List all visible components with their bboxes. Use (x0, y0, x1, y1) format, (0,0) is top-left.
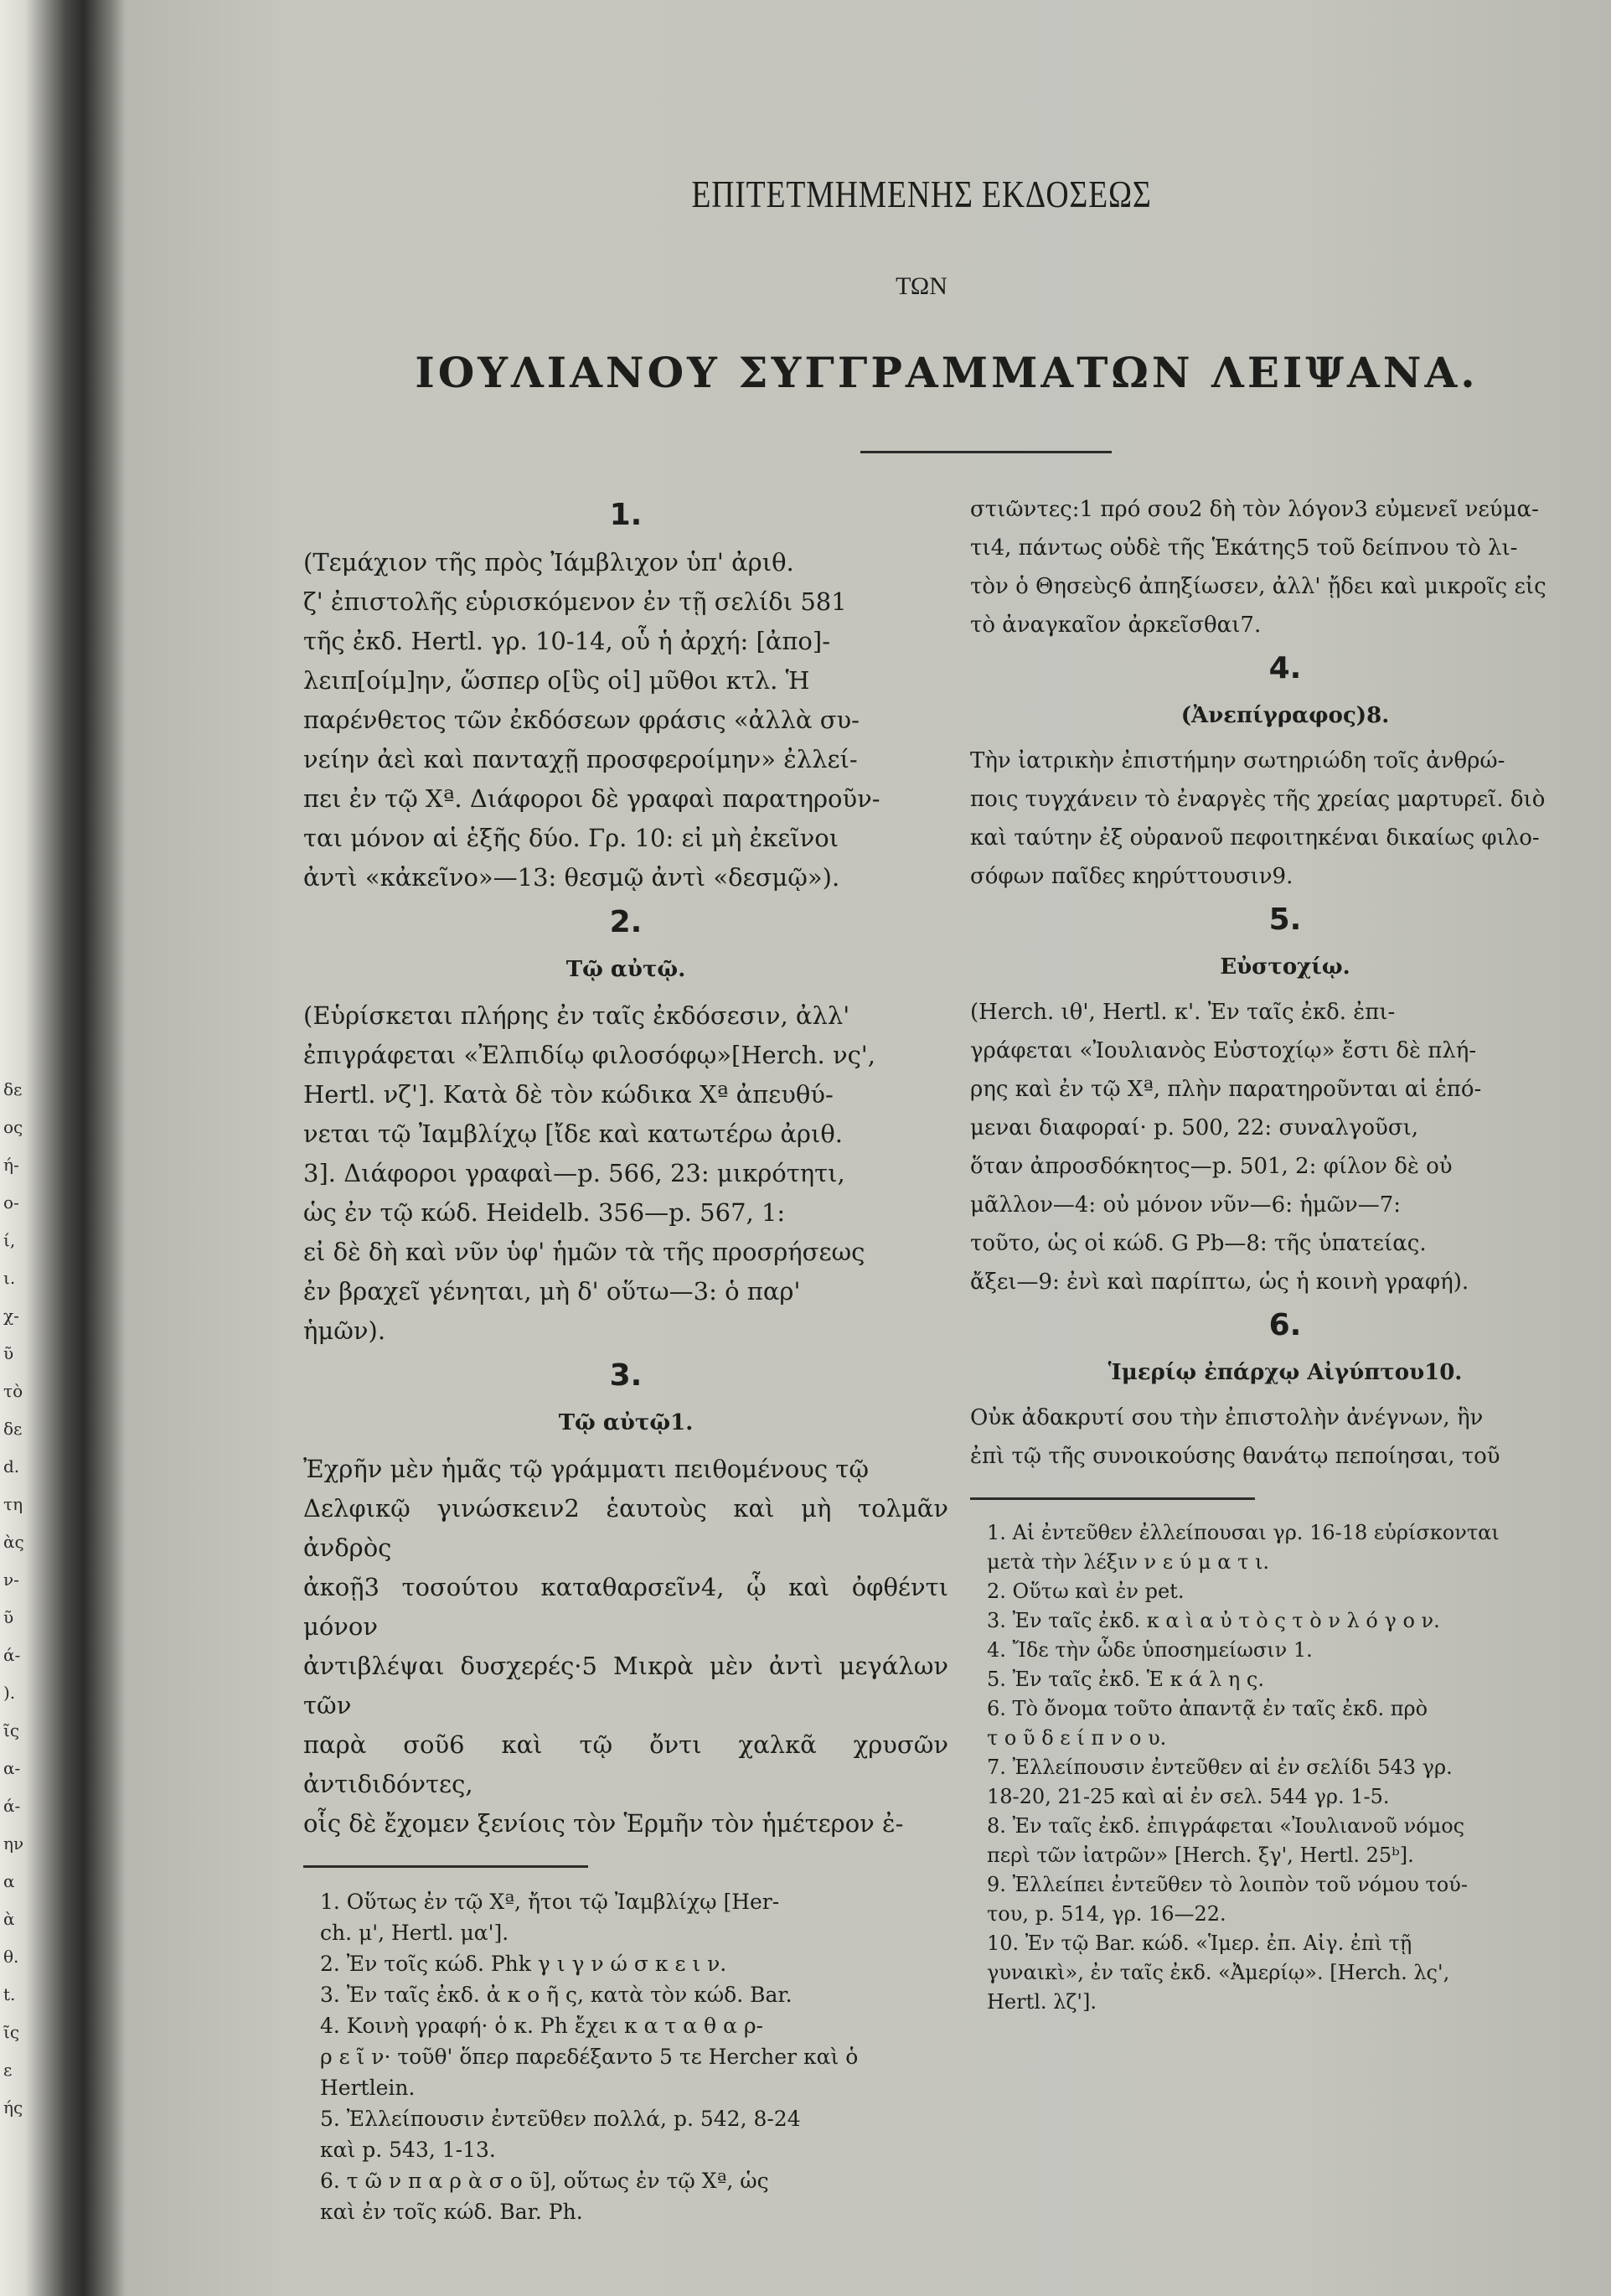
spine-fragment: ή- (3, 1155, 19, 1175)
section-3-text (303, 1450, 948, 1844)
title-line-3: ΙΟΥΛΙΑΝΟΥ ΣΥΓΓΡΑΜΜΑΤΩΝ ΛΕΙΨΑΝΑ. (415, 348, 1479, 397)
spine-fragment: ν- (3, 1569, 19, 1590)
text-line: οἷς δὲ ἔχομεν ξενίοις τὸν Ἑρμῆν τὸν ἡμέτερον ἐ- (303, 1809, 904, 1838)
text-line: τὸ ἀναγκαῖον ἀρκεῖσθαι7. (970, 613, 1262, 638)
book-spine (0, 0, 126, 2296)
spine-fragment: α- (3, 1758, 21, 1778)
text-line: γράφεται «Ἰουλιανὸς Εὐστοχίῳ» ἔστι δὲ πλή- (970, 1038, 1477, 1063)
text-line: ὡς ἐν τῷ κώδ. Heidelb. 356—p. 567, 1: (303, 1198, 786, 1227)
footnote-line: 1. Αἱ ἐντεῦθεν ἐλλείπουσαι γρ. 16-18 εὑρίσκονται (987, 1521, 1500, 1544)
footnote-line: 18-20, 21-25 καὶ αἱ ἐν σελ. 544 γρ. 1-5. (987, 1785, 1390, 1808)
footnote-separator-right (970, 1497, 1255, 1500)
footnote-line: 1. Οὕτως ἐν τῷ Xª, ἤτοι τῷ Ἰαμβλίχῳ [Her- (320, 1890, 780, 1914)
text-line: στιῶντες:1 πρό σου2 δὴ τὸν λόγον3 εὐμενεῖ νεύμα- (970, 497, 1539, 522)
section-6-heading: Ἱμερίῳ ἐπάρχῳ Αἰγύπτου10. (1108, 1360, 1463, 1385)
text-line: τοῦτο, ὡς οἱ κώδ. G Pb—8: τῆς ὑπατείας. (970, 1231, 1427, 1256)
spine-fragment: τη (3, 1494, 23, 1514)
section-2-text (303, 996, 948, 1351)
text-line: μᾶλλον—4: οὐ μόνον νῦν—6: ἡμῶν—7: (970, 1192, 1402, 1218)
text-line: Τὴν ἰατρικὴν ἐπιστήμην σωτηριώδη τοῖς ἀνθρώ- (970, 748, 1505, 773)
footnote-line: ρ ε ῖ ν· τοῦθ' ὅπερ παρεδέξαντο 5 τε Hercher καὶ ὁ (320, 2045, 859, 2069)
spine-fragment: ε (3, 2060, 13, 2080)
section-4-text (970, 742, 1600, 896)
text-line: Ἐχρῆν μὲν ἡμᾶς τῷ γράμματι πειθομένους τῷ (303, 1455, 870, 1483)
footnote-line: 2. Οὕτω καὶ ἐν pet. (987, 1580, 1185, 1603)
footnote-line: 9. Ἐλλείπει ἐντεῦθεν τὸ λοιπὸν τοῦ νόμου τού- (987, 1873, 1468, 1896)
title-line-2: ΤΩΝ (896, 272, 947, 300)
section-5-text (970, 993, 1600, 1301)
footnote-line: μετὰ τὴν λέξιν ν ε ύ μ α τ ι. (987, 1550, 1270, 1574)
footnotes-left (303, 1886, 948, 2227)
spine-fragment: ὰς (3, 1532, 24, 1552)
text-line: παρὰ σοῦ6 καὶ τῷ ὄντι χαλκᾶ χρυσῶν ἀντιδιδόντες, (303, 1730, 948, 1798)
footnote-line: γυναικὶ», ἐν ταῖς ἐκδ. «Ἀμερίῳ». [Herch. λς', (987, 1961, 1450, 1984)
text-line: λειπ[οίμ]ην, ὥσπερ ο[ὓς οἱ] μῦθοι κτλ. Ἡ (303, 666, 810, 695)
text-line: καὶ ταύτην ἐξ οὐρανοῦ πεφοιτηκέναι δικαίως φιλο- (970, 825, 1540, 851)
spine-fragment: ά- (3, 1645, 21, 1665)
spine-fragment: ί, (3, 1230, 16, 1250)
section-3-continuation (970, 490, 1600, 644)
left-column (303, 490, 948, 2227)
text-line: εἰ δὲ δὴ καὶ νῦν ὑφ' ἡμῶν τὰ τῆς προσρήσεως (303, 1238, 865, 1266)
text-line: ποις τυγχάνειν τὸ ἐναργὲς τῆς χρείας μαρτυρεῖ. διὸ (970, 787, 1546, 812)
text-line: μεναι διαφοραί· p. 500, 22: συναλγοῦσι, (970, 1115, 1419, 1140)
footnote-line: 2. Ἐν τοῖς κώδ. Phk γ ι γ ν ώ σ κ ε ι ν. (320, 1952, 727, 1976)
footnote-line: του, p. 514, γρ. 16—22. (987, 1902, 1226, 1926)
spine-fragment: δε (3, 1419, 23, 1439)
footnote-line: Hertlein. (320, 2076, 416, 2100)
footnote-line: περὶ τῶν ἰατρῶν» [Herch. ξγ', Hertl. 25ᵇ]. (987, 1844, 1414, 1867)
text-line: ἐπὶ τῷ τῆς συνοικούσης θανάτῳ πεποίησαι, τοῦ (970, 1444, 1500, 1469)
text-line: ἀντὶ «κἀκεῖνο»—13: θεσμῷ ἀντὶ «δεσμῷ»). (303, 863, 840, 892)
text-line: ρης καὶ ἐν τῷ Xª, πλὴν παρατηροῦνται αἱ ἑπό- (970, 1077, 1482, 1102)
title-rule (860, 451, 1112, 453)
text-line: νεται τῷ Ἰαμβλίχῳ [ἴδε καὶ κατωτέρω ἀριθ. (303, 1120, 844, 1148)
footnote-line: 5. Ἐν ταῖς ἐκδ. Ἑ κ ά λ η ς. (987, 1668, 1264, 1691)
footnote-line: 5. Ἐλλείπουσιν ἐντεῦθεν πολλά, p. 542, 8-24 (320, 2107, 801, 2131)
text-line: ἀκοῇ3 τοσούτου καταθαρσεῖν4, ᾧ καὶ ὀφθέντι μόνον (303, 1573, 948, 1641)
footnote-line: τ ο ῦ δ ε ί π ν ο υ. (987, 1726, 1167, 1750)
text-line: ται μόνον αἱ ἑξῆς δύο. Γρ. 10: εἰ μὴ ἐκεῖνοι (303, 824, 839, 852)
footnotes-right (970, 1518, 1600, 2017)
section-3-heading: Τῷ αὐτῷ1. (558, 1410, 694, 1435)
page (126, 0, 1611, 2296)
footnote-line: 10. Ἐν τῷ Bar. κώδ. «Ἱμερ. ἐπ. Αἰγ. ἐπὶ τῇ (987, 1931, 1412, 1955)
footnote-line: 3. Ἐν ταῖς ἐκδ. ἀ κ ο ῆ ς, κατὰ τὸν κώδ. Bar. (320, 1983, 793, 2007)
footnote-line: 4. Κοινὴ γραφή· ὁ κ. Ph ἔχει κ α τ α θ α ρ- (320, 2014, 763, 2038)
spine-fragment: d. (3, 1456, 20, 1476)
spine-fragment: θ. (3, 1947, 19, 1967)
text-line: ἡμῶν). (303, 1316, 386, 1345)
spine-fragment: ). (3, 1683, 16, 1703)
spine-fragment: χ- (3, 1306, 19, 1326)
footnote-line: ch. μ', Hertl. μα']. (320, 1921, 509, 1945)
spine-fragment: ῦ (3, 1343, 14, 1363)
spine-fragment: ο- (3, 1192, 19, 1213)
right-column (970, 490, 1600, 2017)
spine-fragment: ής (3, 2097, 23, 2118)
footnote-separator-left (303, 1865, 588, 1868)
section-number-5: 5. (1268, 902, 1302, 937)
spine-fragment: α (3, 1871, 15, 1891)
text-line: Hertl. νζ']. Κατὰ δὲ τὸν κώδικα Xª ἀπευθύ- (303, 1080, 834, 1109)
text-line: Οὐκ ἀδακρυτί σου τὴν ἐπιστολὴν ἀνέγνων, ἣν (970, 1405, 1484, 1430)
text-line: ἐπιγράφεται «Ἐλπιδίῳ φιλοσόφῳ»[Herch. νς', (303, 1041, 876, 1069)
footnote-line: καὶ p. 543, 1-13. (320, 2138, 496, 2162)
section-4-heading: (Ἀνεπίγραφος)8. (1180, 703, 1390, 728)
text-line: παρένθετος τῶν ἐκδόσεων φράσις «ἀλλὰ συ- (303, 706, 860, 734)
footnote-line: Hertl. λζ']. (987, 1990, 1097, 2014)
section-number-6: 6. (1268, 1308, 1302, 1342)
text-line: τὸν ὁ Θησεὺς6 ἀπηξίωσεν, ἀλλ' ᾔδει καὶ μικροῖς εἰς (970, 574, 1546, 599)
spine-fragment: t. (3, 1984, 16, 2004)
text-line: (Τεμάχιον τῆς πρὸς Ἰάμβλιχον ὑπ' ἀριθ. (303, 548, 794, 577)
text-line: (Εὑρίσκεται πλήρης ἐν ταῖς ἐκδόσεσιν, ἀλλ' (303, 1001, 850, 1030)
spine-fragment: ην (3, 1833, 24, 1854)
section-1-text (303, 543, 948, 897)
footnote-line: 4. Ἴδε τὴν ὧδε ὑποσημείωσιν 1. (987, 1638, 1313, 1662)
section-5-heading: Εὐστοχίῳ. (1220, 954, 1350, 980)
section-6-text (970, 1399, 1600, 1476)
text-line: σόφων παῖδες κηρύττουσιν9. (970, 864, 1293, 889)
spine-fragment: δε (3, 1079, 23, 1099)
text-line: ἀντιβλέψαι δυσχερές·5 Μικρὰ μὲν ἀντὶ μεγάλων τῶν (303, 1652, 948, 1719)
text-line: τῆς ἐκδ. Hertl. γρ. 10-14, οὗ ἡ ἀρχή: [ἀπο]- (303, 627, 830, 655)
text-line: ἐν βραχεῖ γένηται, μὴ δ' οὕτω—3: ὁ παρ' (303, 1277, 801, 1306)
text-line: ὅταν ἀπροσδόκητος—p. 501, 2: φίλον δὲ οὐ (970, 1154, 1453, 1179)
spine-fragment: ος (3, 1117, 23, 1137)
text-line: τι4, πάντως οὐδὲ τῆς Ἑκάτης5 τοῦ δείπνου τὸ λι- (970, 535, 1518, 561)
spine-fragment: ῖς (3, 2022, 20, 2042)
section-number-1: 1. (609, 498, 643, 532)
text-line: πει ἐν τῷ Xª. Διάφοροι δὲ γραφαὶ παρατηροῦν- (303, 784, 880, 813)
text-line: νείην ἀεὶ καὶ πανταχῇ προσφεροίμην» ἐλλεί- (303, 745, 858, 773)
title-line-1: ΕΠΙΤΕΤΜΗΜΕΝΗΣ ΕΚΔΟΣΕΩΣ (691, 173, 1152, 215)
text-line: 3]. Διάφοροι γραφαὶ—p. 566, 23: μικρότητι, (303, 1159, 845, 1187)
spine-fragment: ῖς (3, 1720, 20, 1740)
spine-fragment: τὸ (3, 1381, 23, 1401)
footnote-line: 8. Ἐν ταῖς ἐκδ. ἐπιγράφεται «Ἰουλιανοῦ νόμος (987, 1814, 1465, 1838)
footnote-line: καὶ ἐν τοῖς κώδ. Bar. Ph. (320, 2200, 583, 2224)
spine-fragment: ά- (3, 1796, 21, 1816)
section-number-3: 3. (609, 1358, 643, 1393)
text-line: Δελφικῷ γινώσκειν2 ἑαυτοὺς καὶ μὴ τολμᾶν ἀνδρὸς (303, 1494, 948, 1562)
section-number-2: 2. (609, 905, 643, 939)
text-line: ζ' ἐπιστολῆς εὑρισκόμενον ἐν τῇ σελίδι 581 (303, 587, 847, 616)
footnote-line: 7. Ἐλλείπουσιν ἐντεῦθεν αἱ ἐν σελίδι 543 γρ. (987, 1756, 1453, 1779)
spine-fragment: ὰ (3, 1909, 15, 1929)
spine-fragment: ι. (3, 1268, 16, 1288)
section-2-heading: Τῷ αὐτῷ. (565, 957, 686, 982)
section-number-4: 4. (1268, 651, 1302, 685)
footnote-line: 3. Ἐν ταῖς ἐκδ. κ α ὶ α ὐ τ ὸ ς τ ὸ ν λ ό γ ο ν. (987, 1609, 1440, 1632)
text-line: ἄξει—9: ἐνὶ καὶ παρίπτω, ὡς ἡ κοινὴ γραφή). (970, 1270, 1469, 1295)
footnote-line: 6. Τὸ ὄνομα τοῦτο ἀπαντᾷ ἐν ταῖς ἐκδ. πρὸ (987, 1697, 1428, 1720)
text-line: (Herch. ιθ', Hertl. κ'. Ἐν ταῖς ἐκδ. ἐπι- (970, 1000, 1396, 1025)
spine-fragment: ῦ (3, 1607, 14, 1627)
footnote-line: 6. τ ῶ ν π α ρ ὰ σ ο ῦ], οὕτως ἐν τῷ Xª, ὡς (320, 2169, 769, 2193)
